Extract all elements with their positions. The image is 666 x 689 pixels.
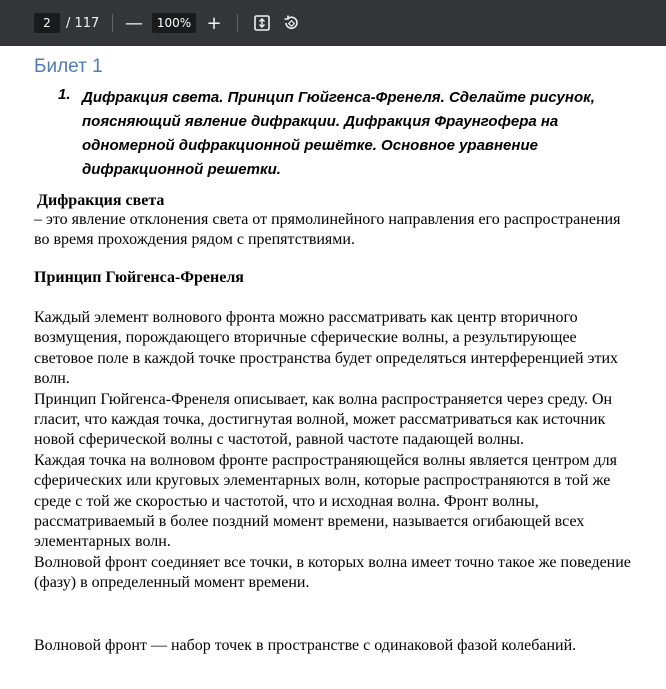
rotate-icon[interactable]: [282, 14, 300, 32]
paragraph: Принцип Гюйгенса-Френеля описывает, как волна распространяется через среду. Он гласит, что каждая точка, достигнутая волной, может рассматриваться как источник новой сферической волны с частотой, равной частоте падающей волны.: [34, 390, 613, 449]
zoom-out-button[interactable]: —: [125, 13, 143, 34]
question-text: Дифракция света. Принцип Гюйгенса-Френеля. Сделайте рисунок, поясняющий явление дифракции. Дифракция Фраунгофера на одномерной дифракционной решётке. Основное уравнение дифракционной решетки.: [82, 89, 595, 178]
fit-page-icon[interactable]: [253, 14, 271, 32]
zoom-level-input[interactable]: 100%: [152, 13, 196, 33]
zoom-in-button[interactable]: +: [206, 13, 222, 34]
paragraph: Каждая точка на волновом фронте распространяющейся волны является центром для сферических или круговых элементарных волн, которые распространяются в той же среде с той же скоростью и частотой, что и исходная волна. Фронт волны, рассматриваемый в более поздний момент времени, называется огибающей всех элементарных волн.: [34, 451, 617, 551]
page-number-input[interactable]: 2: [34, 13, 60, 33]
toolbar-divider: [237, 14, 238, 32]
huygens-heading: Принцип Гюйгенса-Френеля: [34, 269, 244, 286]
diffraction-definition: – это явление отклонения света от прямолинейного направления его распространения во время прохождения рядом с препятствиями.: [34, 211, 621, 248]
paragraph: Волновой фронт соединяет все точки, в которых волна имеет точно такое же поведение (фазу) в определенный момент времени.: [34, 553, 631, 592]
huygens-body: [34, 308, 634, 594]
ticket-title: Билет 1: [34, 56, 103, 77]
diffraction-heading: Дифракция света: [37, 192, 165, 209]
paragraph: Каждый элемент волнового фронта можно рассматривать как центр вторичного возмущения, порождающего вторичные сферические волны, а результирующее световое поле в каждой точке пространства будет определяться интерференцией этих волн.: [34, 309, 619, 388]
question-number: 1.: [58, 86, 71, 103]
page-total-label: / 117: [66, 16, 100, 31]
pdf-toolbar: [0, 0, 666, 46]
wavefront-definition: Волновой фронт — набор точек в пространстве с одинаковой фазой колебаний.: [34, 637, 577, 654]
toolbar-divider: [112, 14, 113, 32]
